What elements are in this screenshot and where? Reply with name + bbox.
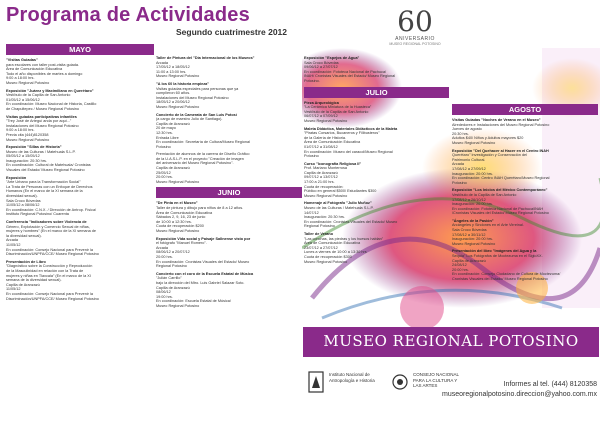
inah-emblem-icon: [307, 370, 325, 394]
event-detail: Instalaciones del Museo Regional Potosino: [156, 95, 229, 100]
event-detail: En coordinación: Secretaría de Cultura/Museo Regional: [156, 140, 250, 145]
event-item: [6, 58, 154, 86]
event-detail: Museo Regional Potosino: [156, 229, 200, 233]
event-detail: Adultos $40/ Niños y Adultos mayores $20: [452, 136, 524, 141]
event-detail: 20 de mayo: [156, 126, 176, 131]
event-title: Homenaje al Fotógrafo "Julio Muñoz": [304, 201, 372, 206]
event-item: [6, 220, 154, 257]
event-title: "De Pinta en el Museo": [156, 201, 198, 206]
event-title: Visitas guiadas participativas infantiles: [6, 114, 77, 119]
event-item: [156, 237, 302, 269]
event-detail: Humanos (En el marco de la XI semana de la: [6, 189, 83, 194]
event-detail: Capilla de Aranzazú: [156, 166, 190, 171]
event-detail: Previa cita (444)8120358: [6, 132, 49, 137]
event-title: Exposición "Espejos de Agua": [304, 56, 360, 60]
event-detail: 20:00 hrs.: [452, 267, 469, 272]
event-detail: 17/08/12 a 27/09/12: [452, 166, 486, 171]
page-subtitle: Segundo cuatrimestre 2012: [176, 27, 288, 37]
event-item: [452, 118, 598, 146]
event-detail: Jueves de agosto: [452, 127, 482, 132]
event-item: [156, 56, 302, 79]
event-detail: 09/07/12 a 13/07/12: [304, 175, 338, 180]
event-title: Taller de Pintura del "Día Internacional de los Museos": [156, 56, 255, 60]
anniversary-label: ANIVERSARIO: [395, 36, 435, 42]
event-detail: "Trey José de Arteguí anda por aquí...": [6, 119, 72, 124]
event-detail: 17:00 a 21:00 hrs.: [304, 180, 335, 185]
event-detail: del aniversario del Museo Regional Potosino".: [156, 161, 234, 166]
event-detail: Museo de las Culturas / Matehuala S.L.P.: [6, 149, 76, 154]
event-detail: 08/06/12 a 20/07/12: [156, 250, 190, 255]
event-detail: 9:00 a 18:00 hrs.: [6, 128, 35, 133]
event-detail: 19:00 hrs.: [156, 294, 173, 299]
event-detail: la diversidad sexual).: [6, 233, 42, 238]
event-detail: Inauguración: 20:30 hrs.: [304, 215, 345, 220]
event-detail: Museo Regional Potosino: [156, 303, 200, 308]
event-detail: de la U.A.S.L.P. en el proyecto "Creación de imagen: [156, 156, 244, 161]
event-detail: Entrada Libre: [156, 135, 179, 140]
event-detail: Museo Regional Potosino: [6, 80, 50, 85]
event-detail: Potosino: [452, 180, 467, 185]
event-detail: Inauguración: 20:00 hrs.: [452, 237, 493, 242]
event-detail: 11/05/12 a 08/06/12: [6, 203, 40, 208]
event-detail: mujeres y hombres" (En el marco de la XI semana de: [6, 229, 96, 234]
event-detail: "La Cerámica Miniatura de la Huasteca": [304, 105, 372, 110]
event-title: "A los 60 la historia empieza": [156, 81, 210, 86]
event-detail: En coordinación: Museo Nacional de Historia, Castillo: [6, 102, 97, 107]
event-detail: Capilla de Aranzazú: [156, 285, 190, 290]
column-mayo: [6, 42, 154, 422]
event-title: Exposición "Sillas de Historia": [6, 145, 62, 150]
page-title: Programa de Actividades: [6, 4, 250, 26]
event-title: "Ángeles de la Pasión": [452, 218, 494, 223]
event-detail: Prof. Mariano Monterrosa: [304, 166, 348, 171]
anniversary-logo: [384, 5, 446, 46]
event-detail: Instituto Regional Potosino/ Cuarenta: [6, 212, 69, 217]
event-detail: Inauguración: 20:00 hrs.: [452, 171, 493, 176]
event-title: Concierto de la Camerata de San Luis Potosí: [156, 112, 237, 117]
event-title: Pieza Arqueológica: [304, 100, 339, 105]
event-detail: 17/08/12 a 26/10/12: [452, 197, 486, 202]
event-detail: de la Galería de Historia.: [304, 135, 346, 140]
event-detail: 08/06/12: [156, 290, 171, 295]
event-item: [156, 152, 302, 184]
event-title: Exposición: [6, 175, 27, 180]
event-detail: Potosino.: [304, 78, 320, 83]
event-detail: Sala Croco Bóvedas: [6, 198, 41, 203]
event-detail: Sequía" Los Fotógrafos de Moctezuma en el SigloXX.: [452, 254, 543, 259]
museum-banner-text: MUSEO REGIONAL POTOSINO: [323, 332, 579, 350]
event-detail: En coordinación: Museo del caracol/Museo Regional: [304, 149, 393, 154]
event-detail: 14/07/12: [304, 210, 319, 215]
event-detail: Museo Regional Potosino: [452, 140, 496, 145]
event-item: [452, 149, 598, 186]
event-title: Exposición Vida social y Paisaje Sallnense visto por: [156, 236, 251, 241]
event-title: Concierto con el coro de la Escuela Estatal de Música: [156, 271, 254, 276]
event-title: "Visitas Guiadas": [6, 58, 38, 62]
event-detail: En coordinación: Consejo Nacional para Prevenir la: [6, 247, 93, 252]
event-item: [6, 176, 154, 217]
event-detail: Arcángeles y Sindones en el Arte Virreinal.: [452, 223, 524, 228]
event-detail: Inauguración: 20:00 hrs.: [452, 202, 493, 207]
event-item: [156, 272, 302, 309]
event-detail: Alrededores e Instalaciones del Museo Regional Potosino: [452, 122, 550, 127]
contact-phone: Informes al tel. (444) 8120358: [503, 381, 597, 388]
event-detail: En coordinación: C.N.X. / Dirección de Antrop. Física/: [6, 207, 97, 212]
event-title: Presentación del libro "Imágenes del Agua y la: [452, 249, 537, 254]
event-detail: Cronistas Visuales del Estado/ Museo Regional Potosino: [452, 277, 548, 281]
event-title: Taller de Verano: [304, 232, 334, 236]
event-detail: Capilla de Aranzazú: [6, 282, 40, 287]
event-list-junio-2: [304, 56, 449, 84]
event-detail: Cuota de recuperación:: [304, 184, 344, 189]
event-detail: Vestíbulo de la Capilla de San Antonio: [452, 192, 517, 197]
event-detail: En coordinación: Cronistas Visuales del Estado/ Museo: [156, 259, 250, 264]
event-detail: 12:30 hrs.: [156, 130, 173, 135]
event-detail: Capilla de Aranzazú: [156, 121, 190, 126]
column-junio-julio: [304, 56, 449, 346]
event-list-mayo-2: [156, 56, 302, 184]
event-detail: En coordinación: Cronistas Visuales del Estado/ Museo: [304, 219, 398, 224]
month-header-agosto: AGOSTO: [452, 104, 598, 115]
contact-info: [442, 380, 597, 400]
event-detail: (a cargo de maestro Julio de Santiago).: [156, 117, 223, 122]
event-detail: Todo el año disponibles de martes a domingo: [6, 71, 83, 76]
footer: [303, 362, 599, 428]
event-detail: INAH/ Cronistas Visuales del Estado/ Museo Regional: [304, 74, 396, 79]
event-detail: Museo Regional Potosino: [304, 118, 348, 123]
event-detail: Género, Explotación y Comercio Sexual de niñas,: [6, 224, 90, 229]
event-detail: para escolares con taller post-visita guiada.: [6, 62, 80, 67]
event-detail: 20:00 hrs.: [156, 254, 173, 259]
event-list-mayo: [6, 58, 154, 301]
event-item: [6, 115, 154, 143]
event-title: Conferencia "Indicadores sobre Violencia de: [6, 220, 87, 224]
event-item: [304, 162, 449, 199]
event-detail: 25/05/12: [156, 170, 171, 175]
event-detail: Sábados 2, 9, 16, 23 de junio: [156, 215, 206, 220]
event-detail: semana de la diversidad sexual).: [6, 278, 62, 283]
event-title: Visitas Guiadas "Noches de Verano en el Museo": [452, 118, 541, 122]
event-detail: Lunes a viernes de 10:00 a 13:30 hrs: [304, 250, 367, 255]
event-detail: Visuales del Estado/ Museo Regional Potosino: [6, 168, 85, 173]
event-detail: Área de Comunicación Educativa: [6, 67, 63, 72]
event-detail: Visitas guiadas especiales para personas que ya: [156, 86, 239, 91]
event-detail: Museo de las Culturas / Matehuala S.L.P.: [304, 206, 374, 211]
event-item: [6, 145, 154, 173]
inah-logo: [307, 370, 387, 410]
event-detail: "Arte Urbano para la Transformación Social": [6, 180, 81, 185]
event-detail: 18/05/12 a 20/06/12: [156, 100, 190, 105]
event-list-junio: [156, 201, 302, 308]
event-list-julio: [304, 101, 449, 265]
event-detail: 17/08/12 a 30/11/12: [452, 232, 486, 237]
event-item: [452, 188, 598, 216]
event-detail: 23/07/12 a 27/07/12: [304, 245, 338, 250]
event-detail: Museo Regional Potosino: [156, 74, 200, 79]
contact-email[interactable]: museoregionalpotosino.direccion@yahoo.com.mx: [442, 391, 597, 398]
column-mayo-junio: [156, 56, 302, 431]
event-item: [304, 127, 449, 159]
event-detail: Arcada: [452, 162, 465, 167]
event-item: [304, 232, 449, 264]
event-detail: "Piratas Corsarios, Bucaneros y Filibusteros": [304, 131, 380, 136]
event-detail: 20:00 hrs.: [156, 175, 173, 180]
event-detail: Museo Regional Potosino: [156, 104, 200, 109]
event-detail: Sala Croco Bóvedas: [304, 60, 339, 65]
event-item: [452, 249, 598, 281]
event-detail: 01/05/12 a 15/06/12: [6, 97, 40, 102]
event-detail: Discriminación/UNPFA/CCE/ Museo Regional Potosino: [6, 252, 99, 257]
event-detail: En coordinación: Escuela Estatal de Música/: [156, 299, 231, 304]
event-detail: Capilla de Aranzazú: [304, 170, 338, 175]
event-detail: 11:00 a 13:00 hrs.: [156, 69, 187, 74]
event-detail: Arcada: [156, 60, 169, 65]
event-detail: Discriminación/UNPFA/CCE/ Museo Regional Potosino: [6, 296, 99, 301]
event-detail: Inauguración: 20:30 hrs.: [6, 158, 47, 163]
event-detail: Capilla de Aranzazú: [452, 258, 486, 263]
event-item: [452, 219, 598, 247]
conaculta-label: CONSEJO NACIONAL PARA LA CULTURA Y LAS ARTES: [413, 372, 459, 388]
event-detail: Área de Comunicación Educativa: [304, 241, 361, 246]
event-detail: Sala Croco Bóvedas: [452, 228, 487, 233]
event-item: [156, 201, 302, 233]
event-detail: Patrimonio Cultural.: [452, 157, 486, 162]
event-detail: Museo Regional Potosino: [156, 179, 200, 184]
event-detail: diversidad sexual).: [6, 194, 38, 199]
event-detail: Museo Regional Potosino: [304, 193, 348, 198]
event-detail: Querétaro" Investigación y Conservación del: [452, 153, 528, 158]
event-detail: Cuota de recuperación $300: [304, 254, 352, 259]
event-detail: bajo la dirección del Mtro. Luis Gabriel Salazar Soto.: [156, 280, 245, 285]
event-detail: Público en general $500/ Estudiantes $300: [304, 189, 377, 194]
event-item: [156, 82, 302, 110]
event-detail: Área de Comunicación Educativa: [304, 140, 361, 145]
event-detail: En coordinación: Consejo Nacional para Prevenir la: [6, 291, 93, 296]
event-detail: "Julián Carrillo": [156, 276, 182, 281]
event-detail: Vestíbulo de la Capilla de San Antonio: [6, 93, 71, 98]
museum-banner: [303, 327, 599, 357]
event-detail: Potosino: [156, 144, 171, 149]
anniversary-sub: MUSEO REGIONAL POTOSINO: [389, 42, 441, 46]
event-detail: Regional Potosino: [156, 264, 187, 269]
event-detail: cumplieron 60 años.: [156, 91, 191, 96]
event-detail: 9:00 a 18:00 hrs.: [6, 76, 35, 81]
event-item: [304, 101, 449, 124]
event-detail: 05/05/12 a 15/05/12: [6, 154, 40, 159]
event-detail: Regional Potosino: [304, 224, 335, 229]
event-detail: de Chapultepec / Museo Regional Potosino: [6, 106, 80, 111]
event-detail: La Trata de Personas con un Enfoque de Derechos: [6, 184, 93, 189]
month-header-junio: JUNIO: [156, 187, 302, 198]
conaculta-emblem-icon: [391, 370, 409, 394]
event-detail: Potosino: [304, 154, 319, 159]
event-detail: Taller de pintura y dibujo para niños de 8 a 12 años.: [156, 206, 244, 211]
event-detail: mujeres y niñas en Tlaxcala" (En el marco de la XI: [6, 273, 91, 278]
event-detail: 24/08/12: [452, 263, 467, 268]
inah-label: Instituto Nacional de Antropología e Historia: [329, 372, 375, 383]
event-detail: Museo Regional Potosino: [6, 137, 50, 142]
event-detail: Área de Comunicación Educativa: [156, 210, 213, 215]
event-detail: de la Masculinidad en relación con la Trata de: [6, 268, 84, 273]
event-detail: 11/05/12: [6, 287, 21, 292]
event-detail: de 10:00 a 12:30 hrs.: [156, 219, 192, 224]
event-title: Maleta Didáctica, Materiales Didácticos de la Maleta: [304, 126, 398, 131]
event-detail: 20:30 hrs.: [452, 131, 469, 136]
event-detail: En coordinación: Consejo Ciudadano de Cultura de Moctezuma/: [452, 272, 561, 277]
event-detail: "Las conchas, las piedras y los huesos hablan": [304, 236, 384, 241]
event-detail: Arcada: [6, 238, 19, 243]
event-detail: 17/05/12 a 18/05/12: [156, 65, 190, 70]
anniversary-number: 60: [397, 5, 433, 38]
event-detail: En coordinación: Fototeca Nacional de Pachuca/: [304, 69, 387, 74]
event-detail: /Cronistas Visuales del Estado/ Museo Regional Potosino: [452, 211, 549, 216]
event-title: Exposición "Juárez y Maximiliano en Querétaro": [6, 88, 94, 93]
event-title: Exposición "Los Inicios del México Contemporáneo": [452, 188, 548, 193]
event-detail: el fotógrafo "Manuel Romero".: [156, 241, 207, 246]
event-detail: 11/05/12: [6, 242, 21, 247]
event-item: [156, 113, 302, 150]
event-item: [6, 89, 154, 112]
event-detail: Instalaciones del Museo Regional Potosino: [6, 123, 79, 128]
event-title: Curso "Iconografía Religiosa II": [304, 161, 362, 166]
event-detail: Cuota de recuperación $200: [156, 224, 204, 229]
event-detail: Museo Regional Potosino: [452, 241, 496, 246]
event-detail: En coordinación: Fototeca Nacional de Pachuca/INAH: [452, 206, 544, 211]
event-detail: En coordinación: Centro INAH Querétaro/Museo Regional: [452, 176, 550, 181]
event-detail: En coordinación: Cultural de Matehuala/ Cronistas: [6, 163, 91, 168]
event-title: Exposición "Del Quehacer al Hacer en el Centro INAH: [452, 148, 549, 153]
event-item: [304, 56, 449, 84]
event-detail: 06/07/12 a 07/09/12: [304, 114, 338, 119]
event-item: [304, 201, 449, 229]
event-title: Presentación de Libro: [6, 259, 46, 264]
month-header-julio: JULIO: [304, 87, 449, 98]
event-detail: Museo Regional Potosino: [304, 259, 348, 264]
event-item: [6, 260, 154, 301]
event-detail: Premiación de alumnos de la carrera de Diseño Gráfico: [156, 152, 250, 157]
event-detail: Arcada: [156, 245, 169, 250]
event-detail: 01/07/12 a 31/08/12: [304, 144, 338, 149]
event-detail: "Diagnóstico sobre la Construcción y Reproducción: [6, 264, 93, 269]
event-list-agosto: [452, 118, 598, 282]
event-detail: Vestíbulo de la Capilla de San Antonio: [304, 109, 369, 114]
month-header-mayo: MAYO: [6, 44, 154, 55]
event-detail: 09/06/12 a 27/07/12: [304, 65, 338, 70]
